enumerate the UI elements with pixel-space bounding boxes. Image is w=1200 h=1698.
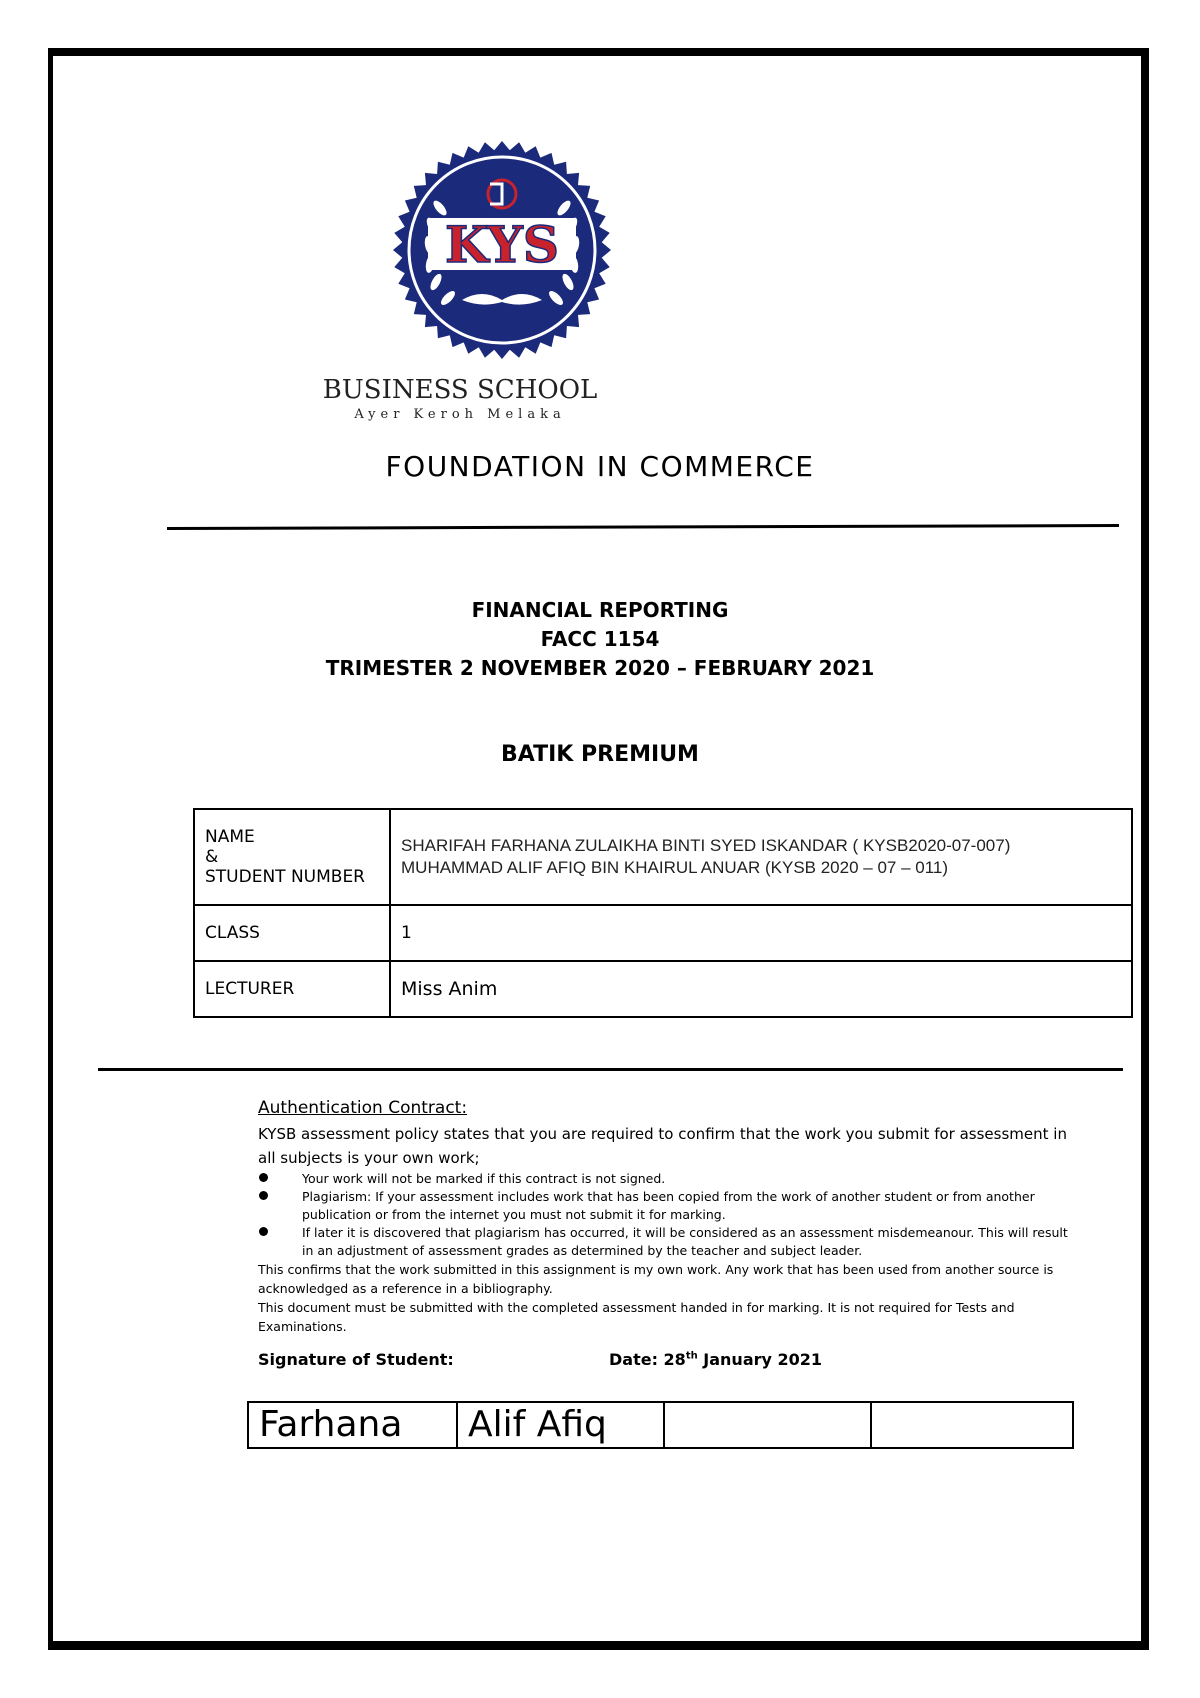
table-row — [194, 905, 1132, 961]
signature-cell-1: Farhana — [248, 1402, 457, 1448]
auth-submit-note: This document must be submitted with the completed assessment handed in for marking. It is not required for Tests and Examinations. — [258, 1300, 1015, 1334]
list-item — [258, 1224, 1068, 1260]
class-value: 1 — [390, 905, 1132, 961]
faculty-title: FOUNDATION IN COMMERCE — [385, 450, 815, 483]
signature-date — [609, 1350, 822, 1369]
bullet-text: Your work will not be marked if this contract is not signed. — [302, 1171, 666, 1186]
authentication-contract — [258, 1098, 1068, 1336]
name-label-amp: & — [205, 847, 219, 867]
class-label: CLASS — [194, 905, 390, 961]
signature-cell-4 — [871, 1402, 1073, 1448]
logo-location: Ayer Keroh Melaka — [354, 407, 566, 422]
course-block — [0, 596, 1200, 683]
auth-bullets — [258, 1170, 1068, 1260]
date-sup: th — [685, 1350, 698, 1362]
bullet-text: If later it is discovered that plagiarism has occurred, it will be considered as an assessment misdemeanour. This will result in an adjustment of assessment grades as determined by the teacher and subject leader. — [302, 1225, 1068, 1258]
divider-bottom — [98, 1068, 1123, 1071]
bullet-icon — [259, 1173, 268, 1182]
logo-text: KYS — [445, 215, 559, 274]
auth-title: Authentication Contract: — [258, 1098, 468, 1118]
course-subject: FINANCIAL REPORTING — [471, 598, 729, 622]
auth-confirm: This confirms that the work submitted in this assignment is my own work. Any work that has been used from another source is acknowledged as a reference in a bibliography. — [258, 1262, 1054, 1296]
lecturer-label: LECTURER — [194, 961, 390, 1017]
course-term: TRIMESTER 2 NOVEMBER 2020 – FEBRUARY 2021 — [325, 656, 875, 680]
bullet-text: Plagiarism: If your assessment includes work that has been copied from the work of another student or from another publication or from the internet you must not submit it for marking. — [302, 1189, 1035, 1222]
bullet-icon — [259, 1191, 268, 1200]
list-item — [258, 1170, 1068, 1188]
school-logo — [322, 140, 642, 430]
date-prefix: Date: 28 — [609, 1350, 686, 1369]
signature-cell-3 — [664, 1402, 871, 1448]
signature-row — [258, 1350, 1018, 1369]
table-row — [248, 1402, 1073, 1448]
date-suffix: January 2021 — [697, 1350, 823, 1369]
lecturer-value: Miss Anim — [390, 961, 1132, 1017]
table-row — [194, 809, 1132, 905]
course-code: FACC 1154 — [540, 627, 660, 651]
logo-school-name: BUSINESS SCHOOL — [322, 375, 598, 405]
name-label: NAME — [205, 827, 255, 847]
auth-intro: KYSB assessment policy states that you are required to confirm that the work you submit for assessment in all subjects is your own work; — [258, 1125, 1067, 1167]
signature-cell-2: Alif Afiq — [457, 1402, 664, 1448]
list-item — [258, 1188, 1068, 1224]
project-title: BATIK PREMIUM — [501, 742, 699, 767]
bullet-icon — [259, 1227, 268, 1236]
student-1: SHARIFAH FARHANA ZULAIKHA BINTI SYED ISKANDAR ( KYSB2020-07-007) — [401, 836, 1011, 855]
student-number-label: STUDENT NUMBER — [205, 867, 365, 887]
student-2: MUHAMMAD ALIF AFIQ BIN KHAIRUL ANUAR (KYSB 2020 – 07 – 011) — [401, 858, 949, 877]
name-label-cell — [194, 809, 390, 905]
table-row — [194, 961, 1132, 1017]
signature-table — [247, 1401, 1074, 1449]
students-cell — [390, 809, 1132, 905]
signature-label: Signature of Student: — [258, 1350, 454, 1369]
student-info-table — [193, 808, 1133, 1018]
